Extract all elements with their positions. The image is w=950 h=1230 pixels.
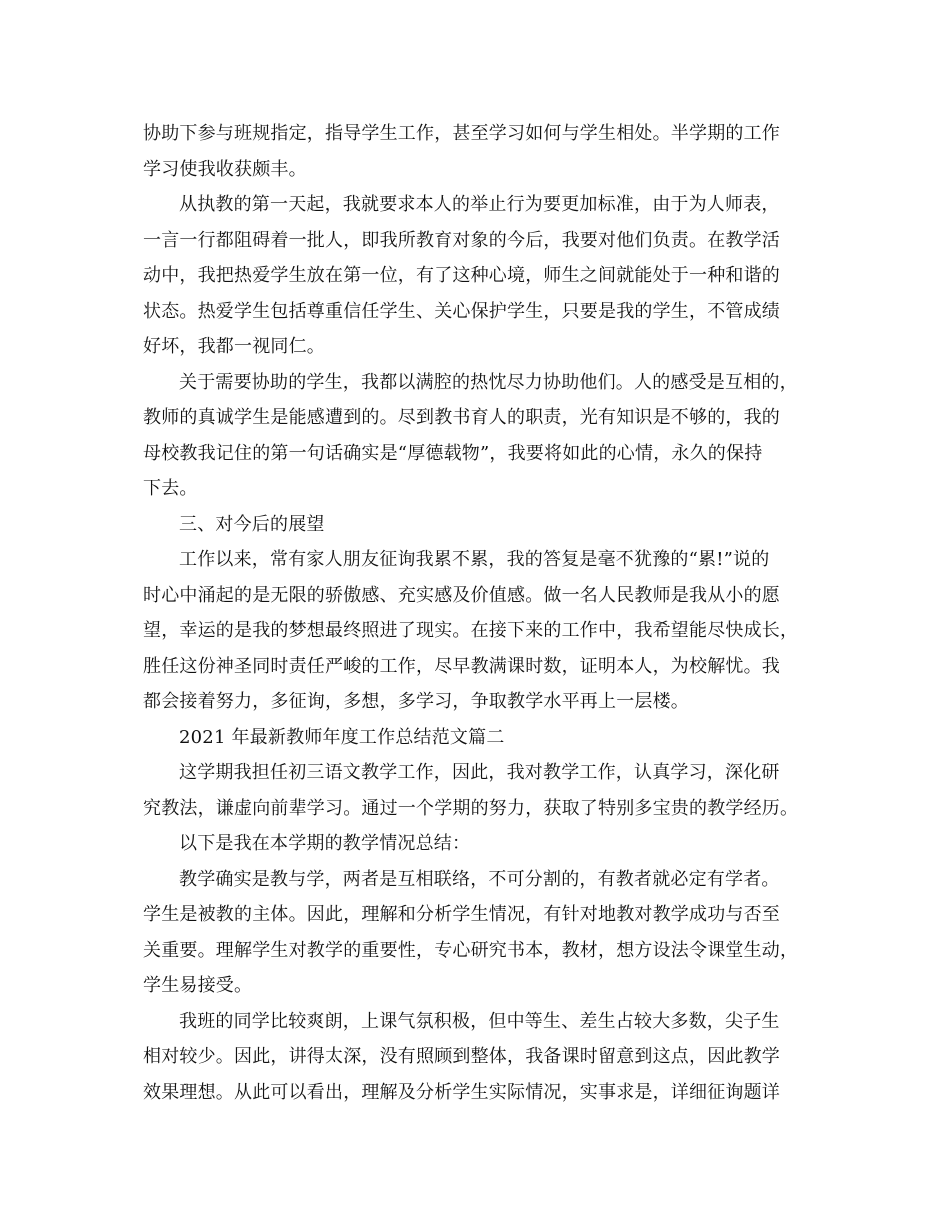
text-line: 好坏，我都一视同仁。 [143,336,325,357]
text-line: 效果理想。从此可以看出，理解及分析学生实际情况，实事求是，详细征询题详 [143,1081,780,1103]
text-line: 这学期我担任初三语文教学工作，因此，我对教学工作，认真学习，深化研 [179,762,780,783]
text-line: 我班的同学比较爽朗，上课气氛积极，但中等生、差生占较大多数，尖子生 [179,1010,780,1032]
text-line: 协助下参与班规指定，指导学生工作，甚至学习如何与学生相处。半学期的工作 [143,123,780,144]
text-line: 母校教我记住的第一句话确实是“厚德载物”，我要将如此的心情，永久的保持 [143,442,763,464]
text-line: 学生是被教的主体。因此，理解和分析学生情况，有针对地教对教学成功与否至 [143,904,780,925]
text-line: 都会接着努力，多征询，多想，多学习，争取教学水平再上一层楼。 [143,691,689,712]
text-line: 动中，我把热爱学生放在第一位，有了这种心境，师生之间就能处于一种和谐的 [143,265,780,286]
text-line: 关于需要协助的学生，我都以满腔的热忱尽力协助他们。人的感受是互相的， [179,371,798,393]
text-line: 以下是我在本学期的教学情况总结： [179,833,471,854]
text-line: 相对较少。因此，讲得太深，没有照顾到整体，我备课时留意到这点，因此教学 [143,1046,780,1067]
text-line: 望，幸运的是我的梦想最终照进了现实。在接下来的工作中，我希望能尽快成长， [143,620,799,641]
text-line: 状态。热爱学生包括尊重信任学生、关心保护学生，只要是我的学生，不管成绩 [143,300,780,322]
text-line: 时心中涌起的是无限的骄傲感、充实感及价值感。做一名人民教师是我从小的愿 [143,584,780,606]
text-line: 胜任这份神圣同时责任严峻的工作，尽早教满课时数，证明本人，为校解忧。我 [143,655,780,677]
text-line: 下去。 [143,478,198,499]
text-line: 教师的真诚学生是能感遭到的。尽到教书育人的职责，光有知识是不够的，我的 [143,407,780,428]
text-line: 究教法，谦虚向前辈学习。通过一个学期的努力，获取了特别多宝贵的教学经历。 [143,797,799,819]
text-line: 2021 年最新教师年度工作总结范文篇二 [179,726,505,748]
text-line: 一言一行都阻碍着一批人，即我所教育对象的今后，我要对他们负责。在教学活 [143,229,780,251]
document-body [143,116,811,1110]
text-line: 从执教的第一天起，我就要求本人的举止行为要更加标准，由于为人师表， [179,194,780,215]
text-line: 关重要。理解学生对教学的重要性，专心研究书本，教材，想方设法令课堂生动， [143,939,799,961]
text-line: 工作以来，常有家人朋友征询我累不累，我的答复是毫不犹豫的“累!”说的 [179,549,770,570]
text-line: 教学确实是教与学，两者是互相联络，不可分割的，有教者就必定有学者。 [179,868,780,890]
text-line: 学生易接受。 [143,975,253,996]
text-line: 三、对今后的展望 [179,513,325,535]
text-line: 学习使我收获颇丰。 [143,158,307,180]
